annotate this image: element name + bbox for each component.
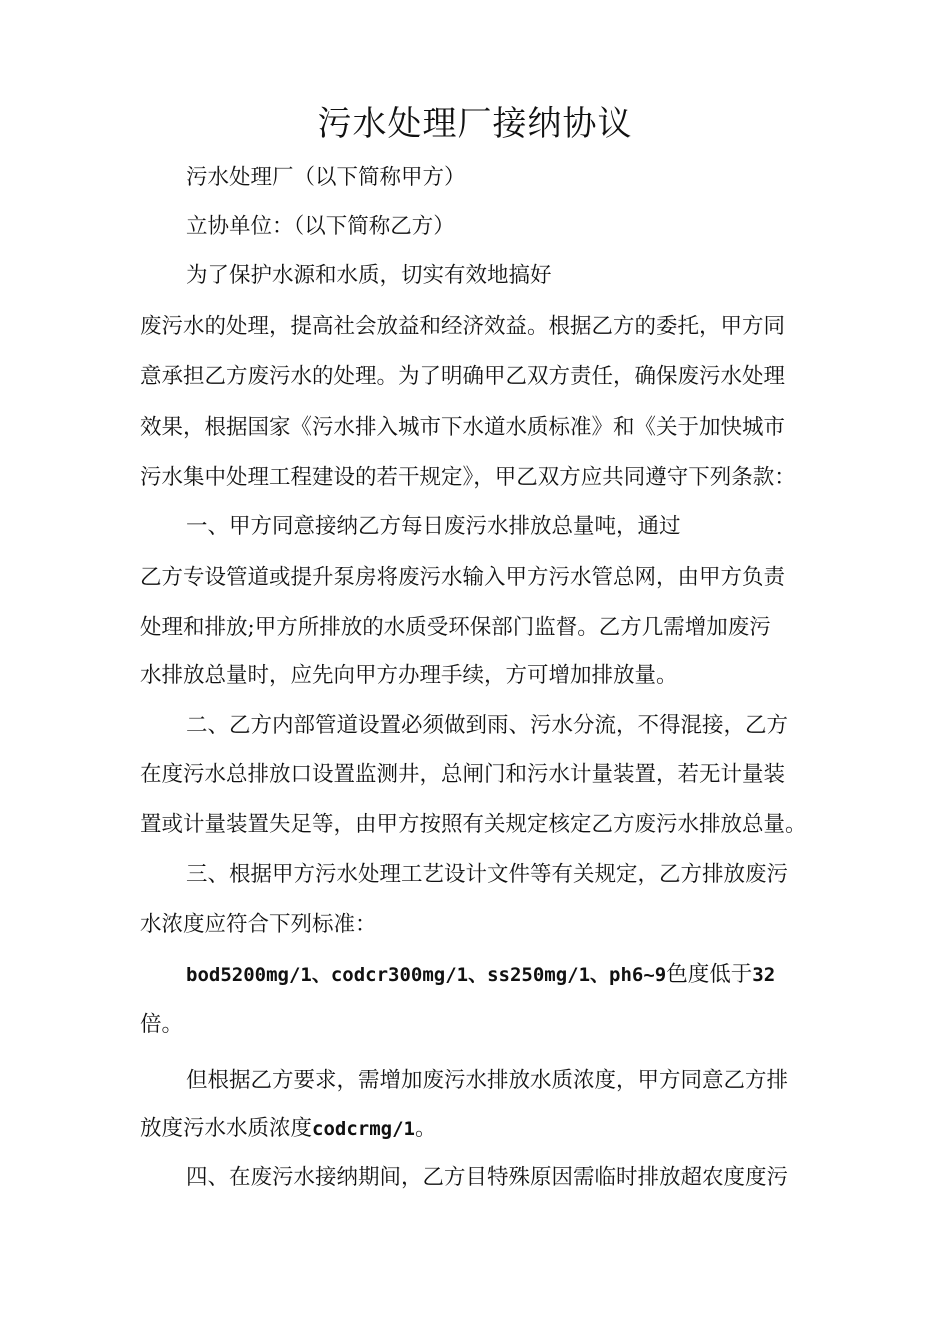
- clause-1-line: 处理和排放;甲方所排放的水质受环保部门监督。乙方几需增加废污: [140, 615, 771, 640]
- party-b-line: 立协单位：（以下简称乙方）: [186, 214, 455, 239]
- sentence-end: 。: [414, 1116, 437, 1141]
- paragraph-line: [140, 1112, 436, 1146]
- concentration-label: 放度污水水质浓度: [140, 1116, 313, 1141]
- paragraph-line: 但根据乙方要求，需增加废污水排放水质浓度，甲方同意乙方排: [186, 1068, 789, 1093]
- clause-1-line: 一、甲方同意接纳乙方每日废污水排放总量吨，通过: [186, 514, 681, 539]
- paragraph-line: 意承担乙方废污水的处理。为了明确甲乙双方责任，确保废污水处理: [140, 364, 786, 389]
- clause-2-line: 置或计量装置失足等，由甲方按照有关规定核定乙方废污水排放总量。: [140, 812, 807, 837]
- paragraph-line: 效果，根据国家《污水排入城市下水道水质标准》和《关于加快城市: [140, 415, 786, 440]
- paragraph-line: 废污水的处理，提高社会放益和经济效益。根据乙方的委托，甲方同: [140, 314, 786, 339]
- concentration-value: codcrmg/1: [312, 1118, 415, 1140]
- paragraph-line: 污水集中处理工程建设的若干规定》，甲乙双方应共同遵守下列条款：: [140, 465, 796, 490]
- water-standard-end: 倍。: [140, 1012, 184, 1037]
- clause-2-line: 在度污水总排放口设置监测井，总闸门和污水计量装置，若无计量装: [140, 762, 786, 787]
- color-label: 色度低于: [666, 962, 753, 987]
- water-standard-line: [186, 958, 775, 992]
- document-title: 污水处理厂接纳协议: [317, 104, 633, 144]
- color-value: 32: [752, 964, 776, 986]
- water-standard-values: bod5200mg/1、codcr300mg/1、ss250mg/1、ph6~9: [186, 964, 667, 986]
- clause-1-line: 乙方专设管道或提升泵房将废污水输入甲方污水管总网，由甲方负责: [140, 565, 786, 590]
- clause-3-line: 水浓度应符合下列标准：: [140, 912, 377, 937]
- paragraph-line: 为了保护水源和水质，切实有效地搞好: [186, 263, 552, 288]
- clause-2-line: 二、乙方内部管道设置必须做到雨、污水分流，不得混接，乙方: [186, 713, 789, 738]
- clause-3-line: 三、根据甲方污水处理工艺设计文件等有关规定，乙方排放废污: [186, 862, 789, 887]
- party-a-line: 污水处理厂（以下简称甲方）: [186, 165, 466, 190]
- clause-1-line: 水排放总量时，应先向甲方办理手续，方可增加排放量。: [140, 663, 678, 688]
- clause-4-line: 四、在废污水接纳期间，乙方目特殊原因需临时排放超农度度污: [186, 1165, 789, 1190]
